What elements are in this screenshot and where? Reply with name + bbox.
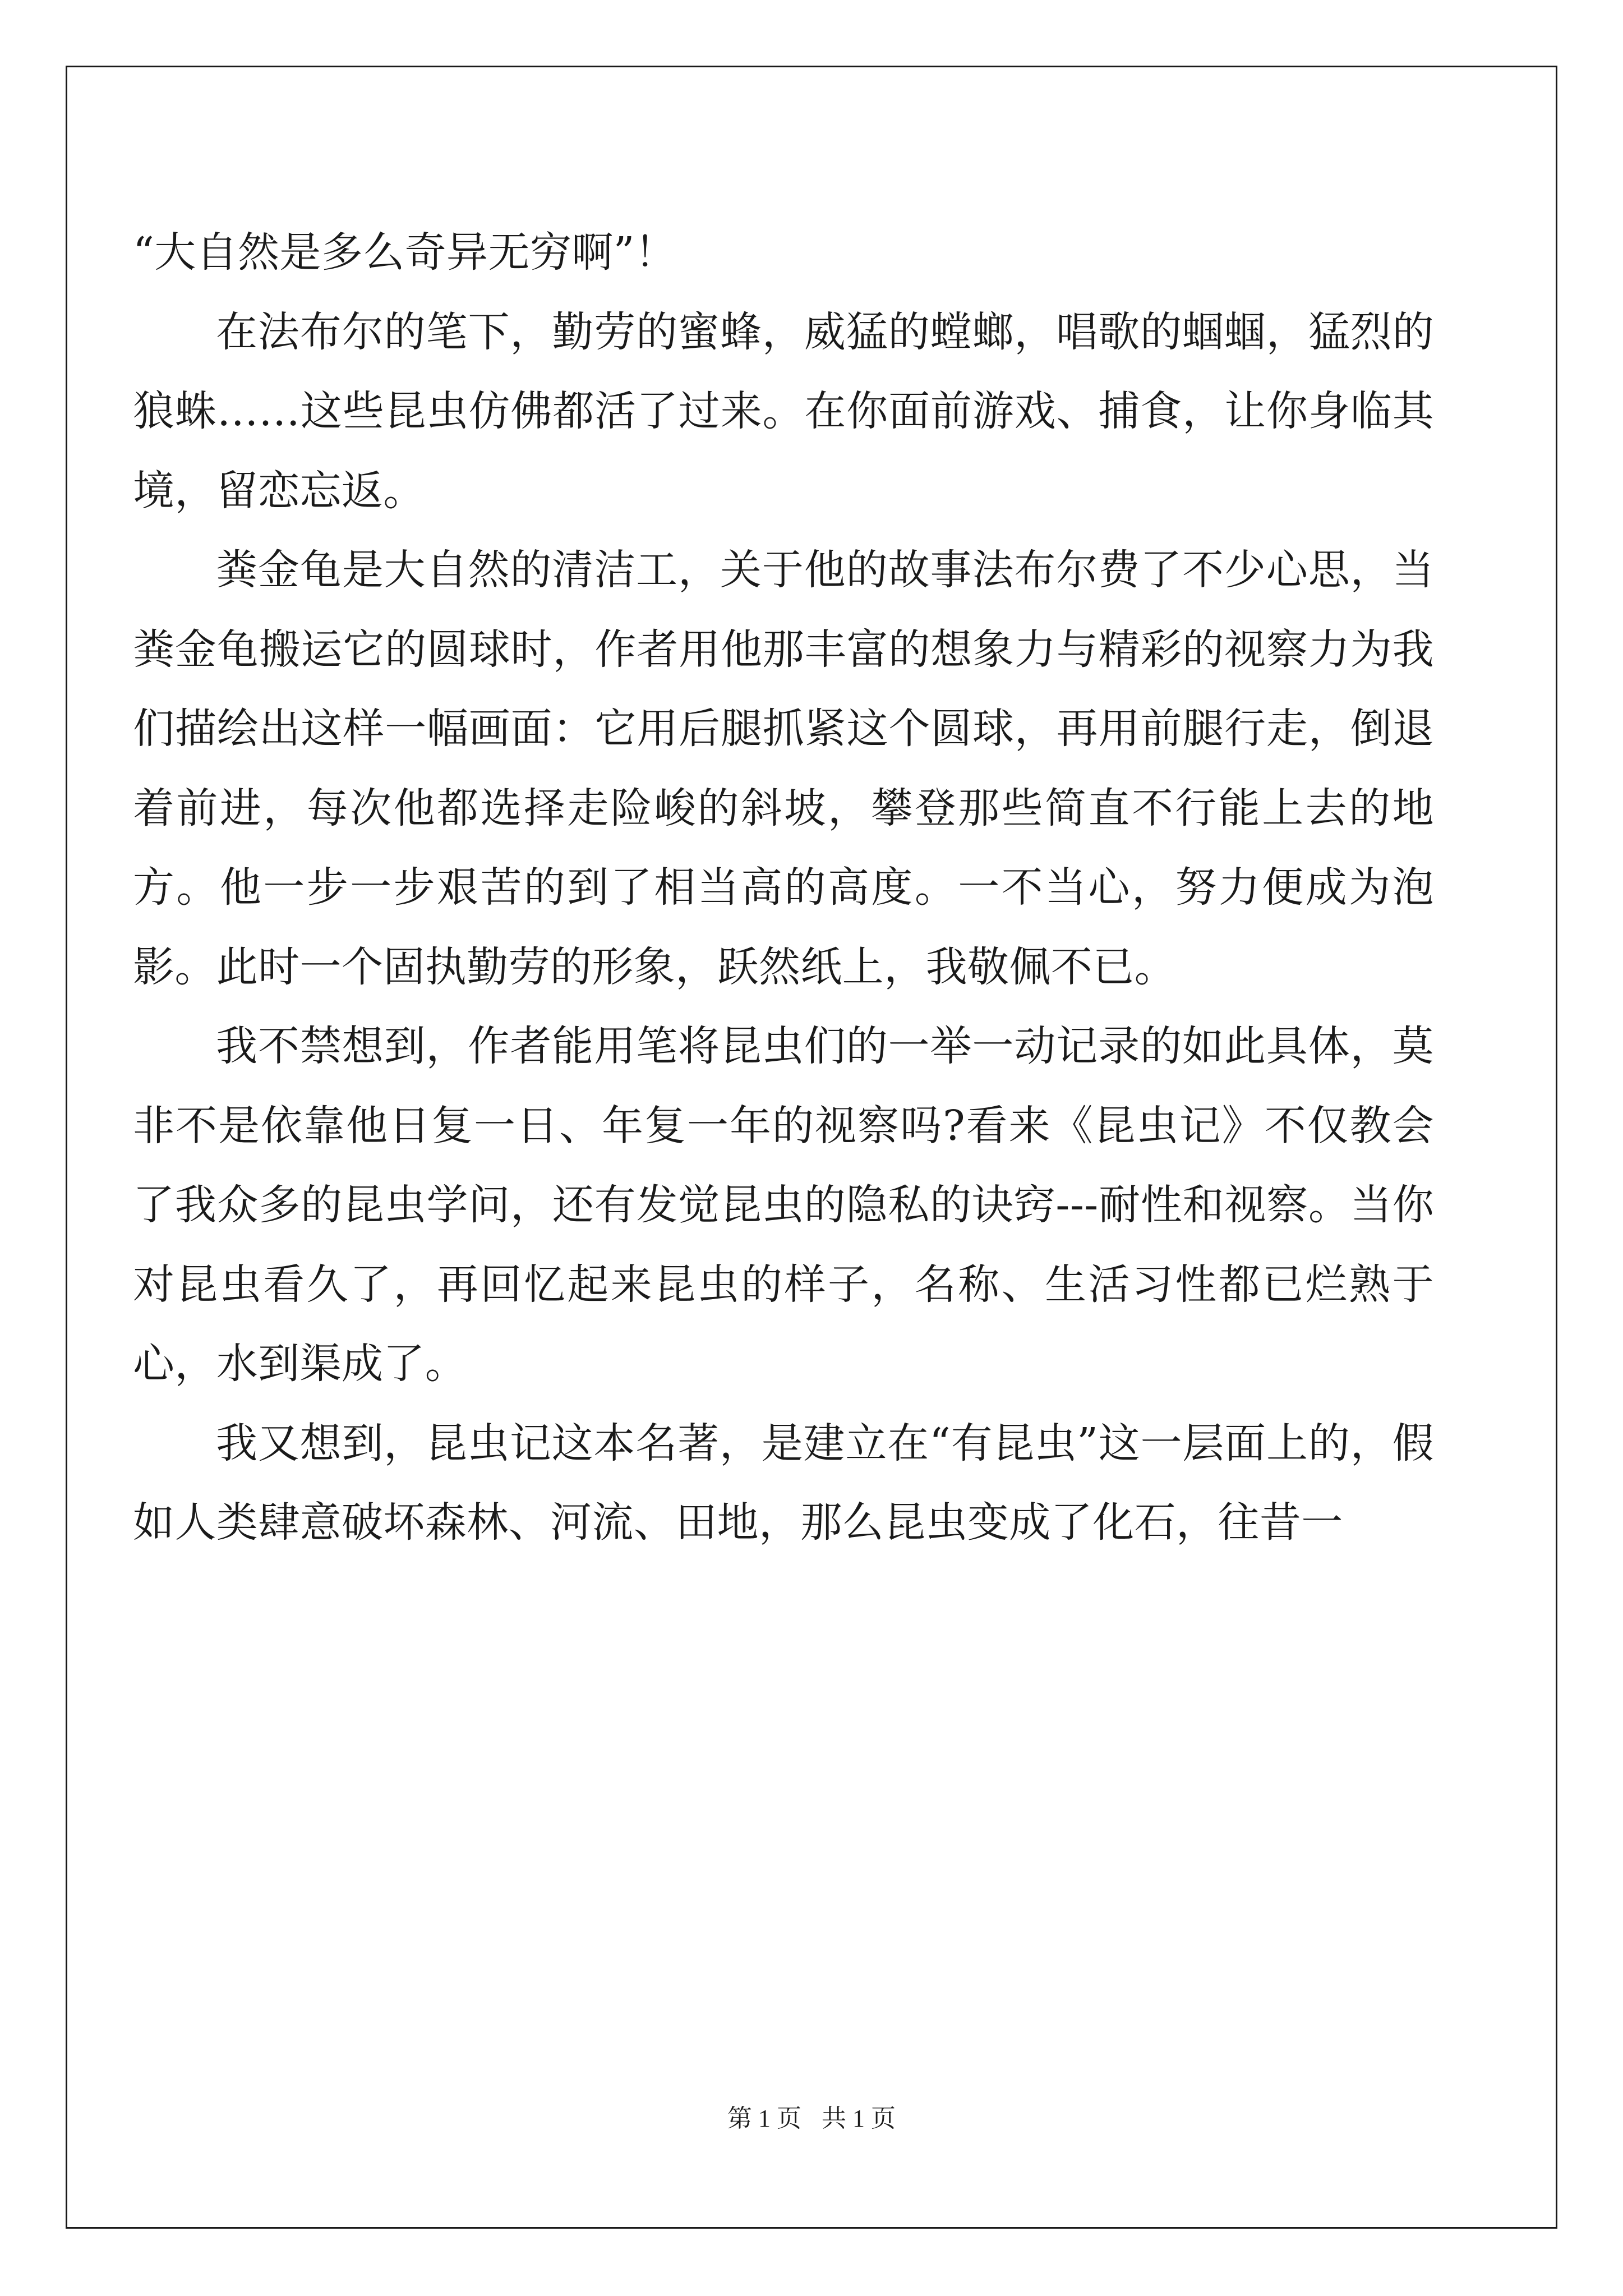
paragraph-1: “大自然是多么奇异无穷啊”！	[133, 228, 677, 277]
page-number: 第 1 页	[727, 2105, 801, 2132]
paragraph-4: 我不禁想到，作者能用笔将昆虫们的一举一动记录的如此具体，莫非不是依靠他日复一日、年复一年的视察吗?看来《昆虫记》不仅教会了我众多的昆虫学问，还有发觉昆虫的隐私的诀窍---耐性和视察。当你对昆虫看久了，再回忆起来昆虫的样子，名称、生活习性都已烂熟于心，水到渠成了。	[133, 1022, 1434, 1388]
paragraph-5: 我又想到，昆虫记这本名著，是建立在“有昆虫”这一层面上的，假如人类肆意破坏森林、河流、田地，那么昆虫变成了化石，往昔一	[133, 1419, 1434, 1547]
document-body	[133, 213, 1434, 1563]
page-total: 共 1 页	[822, 2105, 896, 2132]
paragraph-2: 在法布尔的笔下，勤劳的蜜蜂，威猛的螳螂，唱歌的蝈蝈，猛烈的狼蛛……这些昆虫仿佛都活了过来。在你面前游戏、捕食，让你身临其境，留恋忘返。	[133, 307, 1434, 515]
paragraph-3: 粪金龟是大自然的清洁工，关于他的故事法布尔费了不少心思，当粪金龟搬运它的圆球时，作者用他那丰富的想象力与精彩的视察力为我们描绘出这样一幅画面：它用后腿抓紧这个圆球，再用前腿行走，倒退着前进，每次他都选择走险峻的斜坡，攀登那些简直不行能上去的地方。他一步一步艰苦的到了相当高的高度。一不当心，努力便成为泡影。此时一个固执勤劳的形象，跃然纸上，我敬佩不已。	[133, 546, 1434, 991]
page-footer	[0, 2098, 1623, 2134]
